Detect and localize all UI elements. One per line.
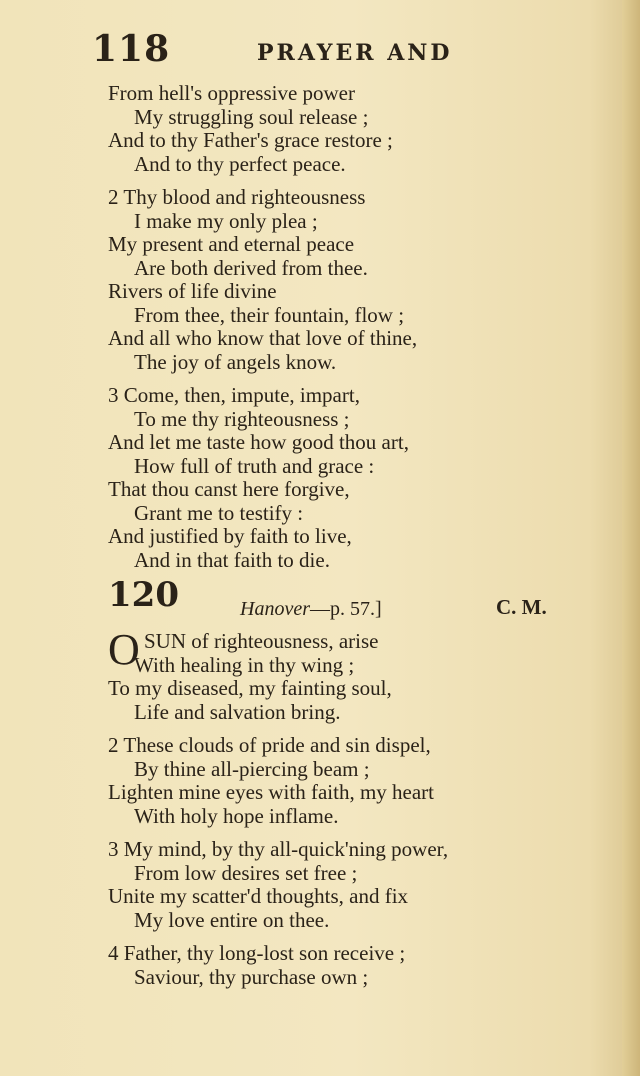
- page-text: [108, 82, 548, 999]
- tune-reference: [240, 598, 382, 622]
- stanza: [108, 734, 548, 828]
- verse-line: With healing in thy wing ;: [134, 652, 355, 677]
- tune-page: —p. 57.]: [309, 598, 382, 620]
- stanza: [108, 186, 548, 374]
- verse-line: How full of truth and grace :: [134, 453, 375, 478]
- drop-cap: O: [108, 625, 140, 674]
- verse-line: Saviour, thy purchase own ;: [134, 964, 369, 989]
- verse-line: By thine all-piercing beam ;: [134, 756, 370, 781]
- first-line-text: SUN of righteousness, arise: [144, 629, 379, 653]
- verse-line: Grant me to testify :: [134, 500, 304, 525]
- page-edge: [622, 0, 640, 1076]
- hymn-120-body: [108, 654, 548, 990]
- page-number: 118: [92, 28, 171, 70]
- verse-line: 2 Thy blood and righteousness: [108, 185, 366, 209]
- verse-line: From low desires set free ;: [134, 860, 358, 885]
- verse-line: Lighten mine eyes with faith, my heart: [108, 780, 434, 804]
- verse-line: I make my only plea ;: [134, 208, 318, 233]
- verse-line: 3 Come, then, impute, impart,: [108, 383, 360, 407]
- verse-line: And in that faith to die.: [134, 547, 330, 572]
- verse-line: That thou canst here forgive,: [108, 477, 350, 501]
- hymn-number: 120: [108, 575, 179, 615]
- stanza: [108, 654, 548, 725]
- verse-line: And justified by faith to live,: [108, 524, 352, 548]
- verse-line: Life and salvation bring.: [134, 699, 341, 724]
- stanza: [108, 942, 548, 989]
- verse-line: From hell's oppressive power: [108, 81, 355, 105]
- verse-line: To me thy righteousness ;: [134, 406, 350, 431]
- verse-line: Rivers of life divine: [108, 279, 277, 303]
- verse-line: 3 My mind, by thy all-quick'ning power,: [108, 837, 449, 861]
- hymn-meter: C. M.: [496, 595, 547, 619]
- running-head: PRAYER AND: [257, 40, 453, 66]
- stanza: [108, 384, 548, 572]
- verse-line: The joy of angels know.: [134, 349, 337, 374]
- verse-line: To my diseased, my fainting soul,: [108, 676, 392, 700]
- verse-line: And let me taste how good thou art,: [108, 430, 409, 454]
- verse-line: My struggling soul release ;: [134, 104, 369, 129]
- verse-line: Are both derived from thee.: [134, 255, 368, 280]
- hymn-120-heading: [108, 575, 548, 628]
- verse-line: And all who know that love of thine,: [108, 326, 418, 350]
- verse-line: 4 Father, thy long-lost son receive ;: [108, 941, 406, 965]
- hymn-119-continuation: [108, 82, 548, 572]
- stanza: [108, 82, 548, 176]
- tune-name: Hanover: [240, 598, 310, 620]
- verse-line: 2 These clouds of pride and sin dispel,: [108, 733, 431, 757]
- verse-line: My love entire on thee.: [134, 907, 330, 932]
- stanza: [108, 838, 548, 932]
- verse-line: From thee, their fountain, flow ;: [134, 302, 405, 327]
- verse-line: With holy hope inflame.: [134, 803, 339, 828]
- verse-line: And to thy Father's grace restore ;: [108, 128, 393, 152]
- verse-line: My present and eternal peace: [108, 232, 355, 256]
- verse-line: And to thy perfect peace.: [134, 151, 346, 176]
- verse-line: Unite my scatter'd thoughts, and fix: [108, 884, 409, 908]
- page-header: [92, 28, 472, 72]
